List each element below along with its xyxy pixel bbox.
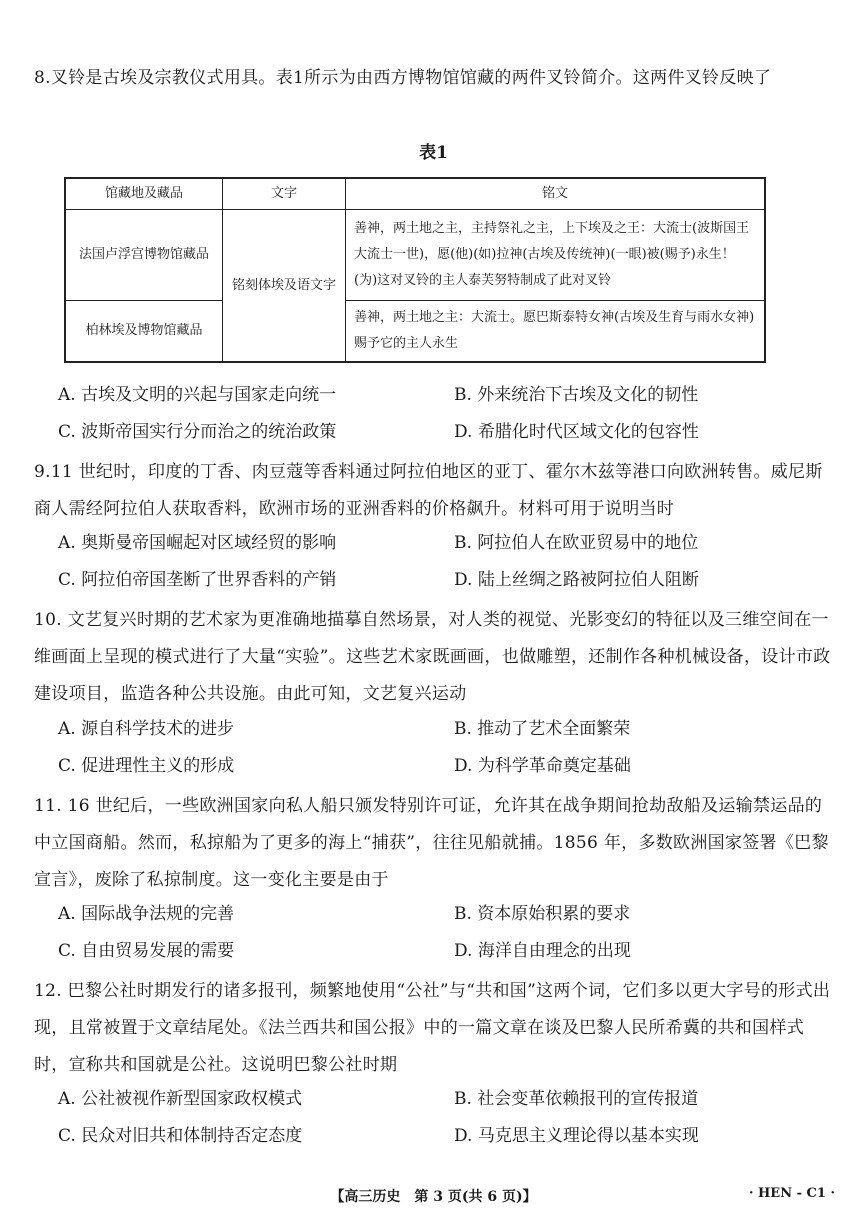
question-9-stem: 9.11 世纪时，印度的丁香、肉豆蔻等香料通过阿拉伯地区的亚丁、霍尔木兹等港口向欧洲转售。威尼斯商人需经阿拉伯人获取香料，欧洲市场的亚洲香料的价格飙升。材料可用于说明当时 <box>34 462 823 519</box>
option-d[interactable]: D. 为科学革命奠定基础 <box>454 756 631 776</box>
table-cell-inscription: 善神，两土地之主，主持祭礼之主，上下埃及之王：大流士(波斯国王大流士一世)，愿(他)(如)拉神(古埃及传统神)(一眼)被(赐予)永生！(为)这对叉铃的主人泰芙努特制成了此对叉铃 <box>346 210 766 301</box>
option-b[interactable]: B. 资本原始积累的要求 <box>454 904 631 924</box>
question-10-options-row-1 <box>58 714 838 744</box>
option-d[interactable]: D. 希腊化时代区域文化的包容性 <box>454 422 699 442</box>
table-header-inscription: 铭文 <box>346 178 766 210</box>
option-d[interactable]: D. 海洋自由理念的出现 <box>454 941 631 961</box>
page-footer-code: · HEN - C1 · <box>748 1186 835 1201</box>
question-11-options-row-1 <box>58 899 838 929</box>
option-a[interactable]: A. 古埃及文明的兴起与国家走向统一 <box>58 385 337 405</box>
option-c[interactable]: C. 自由贸易发展的需要 <box>58 941 235 961</box>
option-c[interactable]: C. 民众对旧共和体制持否定态度 <box>58 1126 303 1146</box>
artifact-table <box>64 177 766 363</box>
option-c[interactable]: C. 促进理性主义的形成 <box>58 756 235 776</box>
table-row <box>65 301 765 363</box>
question-12-options-row-1 <box>58 1084 838 1114</box>
option-a[interactable]: A. 公社被视作新型国家政权模式 <box>58 1089 303 1109</box>
question-12-stem: 12. 巴黎公社时期发行的诸多报刊，频繁地使用“公社”与“共和国”这两个词，它们多以更大字号的形式出现，且常被置于文章结尾处。《法兰西共和国公报》中的一篇文章在谈及巴黎人民所希冀的共和国样式时，宣称共和国就是公社。这说明巴黎公社时期 <box>34 981 831 1075</box>
table-header-script: 文字 <box>223 178 346 210</box>
table-cell-place: 柏林埃及博物馆藏品 <box>65 301 223 363</box>
option-b[interactable]: B. 推动了艺术全面繁荣 <box>454 719 631 739</box>
question-8-options-row-2 <box>58 417 838 447</box>
question-8-options-row-1 <box>58 380 838 410</box>
option-d[interactable]: D. 马克思主义理论得以基本实现 <box>454 1126 699 1146</box>
option-a[interactable]: A. 源自科学技术的进步 <box>58 719 235 739</box>
question-10-options-row-2 <box>58 751 838 781</box>
option-c[interactable]: C. 波斯帝国实行分而治之的统治政策 <box>58 422 337 442</box>
page-footer-label: 【高三历史 第 3 页(共 6 页)】 <box>330 1189 537 1205</box>
option-a[interactable]: A. 国际战争法规的完善 <box>58 904 235 924</box>
question-11-stem: 11. 16 世纪后，一些欧洲国家向私人船只颁发特别许可证，允许其在战争期间抢劫敌船及运输禁运品的中立国商船。然而，私掠船为了更多的海上“捕获”，往往见船就捕。1856 年，多数欧洲国家签署《巴黎宣言》，废除了私掠制度。这一变化主要是由于 <box>34 796 829 890</box>
option-c[interactable]: C. 阿拉伯帝国垄断了世界香料的产销 <box>58 570 337 590</box>
option-b[interactable]: B. 阿拉伯人在欧亚贸易中的地位 <box>454 533 699 553</box>
question-8-stem: 8.叉铃是古埃及宗教仪式用具。表1所示为由西方博物馆馆藏的两件叉铃简介。这两件叉铃反映了 <box>34 68 772 88</box>
question-9-options-row-2 <box>58 565 838 595</box>
option-b[interactable]: B. 外来统治下古埃及文化的韧性 <box>454 385 699 405</box>
table-header-place: 馆藏地及藏品 <box>65 178 223 210</box>
question-10-stem: 10. 文艺复兴时期的艺术家为更准确地描摹自然场景，对人类的视觉、光影变幻的特征以及三维空间在一维画面上呈现的模式进行了大量“实验”。这些艺术家既画画，也做雕塑，还制作各种机械设备，设计市政建设项目，监造各种公共设施。由此可知，文艺复兴运动 <box>34 610 831 704</box>
table-row <box>65 210 765 301</box>
table-cell-inscription: 善神，两土地之主：大流士。愿巴斯泰特女神(古埃及生育与雨水女神)赐予它的主人永生 <box>346 301 766 363</box>
question-9-options-row-1 <box>58 528 838 558</box>
question-12-options-row-2 <box>58 1121 838 1151</box>
table-cell-script: 铭刻体埃及语文字 <box>223 210 346 363</box>
table-header-row <box>65 178 765 210</box>
option-a[interactable]: A. 奥斯曼帝国崛起对区域经贸的影响 <box>58 533 337 553</box>
option-b[interactable]: B. 社会变革依赖报刊的宣传报道 <box>454 1089 699 1109</box>
question-11-options-row-2 <box>58 936 838 966</box>
option-d[interactable]: D. 陆上丝绸之路被阿拉伯人阻断 <box>454 570 699 590</box>
table-cell-place: 法国卢浮宫博物馆藏品 <box>65 210 223 301</box>
table-caption: 表1 <box>419 143 448 163</box>
